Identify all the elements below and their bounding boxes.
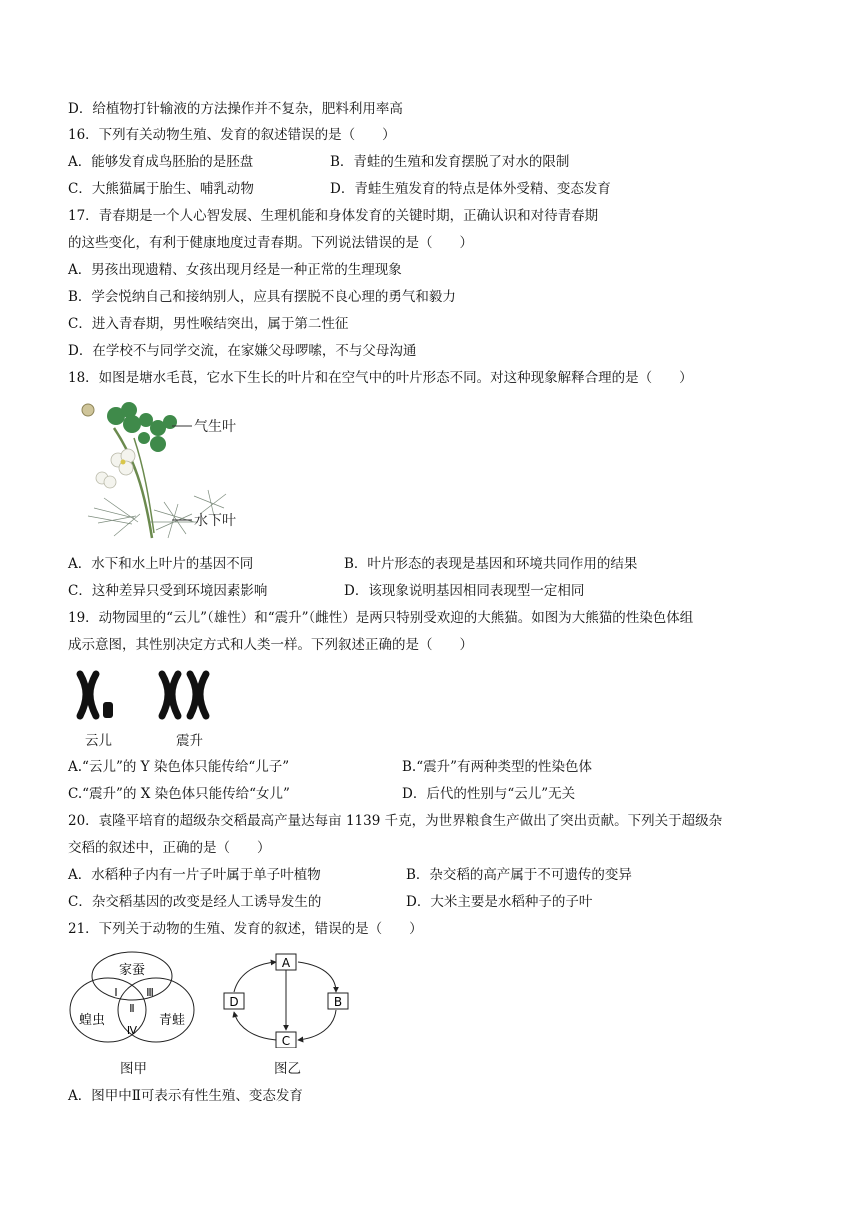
venn-region-4: Ⅳ <box>126 1024 138 1037</box>
q21-option-a: A．图甲中Ⅱ可表示有性生殖、变态发育 <box>68 1088 303 1104</box>
venn-region-1: Ⅰ <box>114 986 118 999</box>
q19-option-a: A.“云儿”的 Y 染色体只能传给“儿子” <box>68 759 290 775</box>
cycle-diagram <box>218 950 354 1048</box>
q21-stem: 21．下列关于动物的生殖、发育的叙述，错误的是（ ） <box>68 921 423 937</box>
venn-region-2: Ⅱ <box>129 1002 135 1015</box>
q20-option-d: D．大米主要是水稻种子的子叶 <box>406 894 593 910</box>
chromosome-caption-yuner: 云儿 <box>85 733 112 749</box>
q20-option-b: B．杂交稻的高产属于不可遗传的变异 <box>406 867 632 883</box>
cycle-node-a: A <box>281 956 291 970</box>
chromosome-caption-zhensheng: 震升 <box>176 733 203 749</box>
q15-option-d: D．给植物打针输液的方法操作并不复杂，肥料利用率高 <box>68 101 403 117</box>
q18-option-c: C．这种差异只受到环境因素影响 <box>68 583 268 599</box>
q19-stem-line2: 成示意图，其性别决定方式和人类一样。下列叙述正确的是（ ） <box>68 637 473 653</box>
q17-option-a: A．男孩出现遗精、女孩出现月经是一种正常的生理现象 <box>68 262 402 278</box>
q20-option-a: A．水稻种子内有一片子叶属于单子叶植物 <box>68 867 321 883</box>
q20-stem-line2: 交稻的叙述中，正确的是（ ） <box>68 840 271 856</box>
cycle-node-d: D <box>229 995 239 1009</box>
chromosome-figure <box>74 668 224 724</box>
q18-option-b: B．叶片形态的表现是基因和环境共同作用的结果 <box>344 556 638 572</box>
q18-option-a: A．水下和水上叶片的基因不同 <box>68 556 254 572</box>
q16-option-b: B．青蛙的生殖和发育摆脱了对水的限制 <box>330 154 570 170</box>
q19-option-c: C.“震升”的 X 染色体只能传给“女儿” <box>68 786 290 802</box>
q17-option-d: D．在学校不与同学交流，在家嫌父母啰嗦，不与父母沟通 <box>68 343 417 359</box>
underwater-leaf-label: 水下叶 <box>194 513 236 529</box>
q18-option-d: D．该现象说明基因相同表现型一定相同 <box>344 583 585 599</box>
q20-option-c: C．杂交稻基因的改变是经人工诱导发生的 <box>68 894 322 910</box>
q20-stem-line1: 20．袁隆平培育的超级杂交稻最高产量达每亩 1139 千克，为世界粮食生产做出了突出贡献。下列关于超级杂 <box>68 813 723 829</box>
venn-label-frog: 青蛙 <box>158 1013 186 1028</box>
air-leaf-label: 气生叶 <box>194 419 236 435</box>
q16-option-c: C．大熊猫属于胎生、哺乳动物 <box>68 181 254 197</box>
q17-stem-line1: 17．青春期是一个人心智发展、生理机能和身体发育的关键时期，正确认识和对待青春期 <box>68 208 599 224</box>
q16-option-a: A．能够发育成鸟胚胎的是胚盘 <box>68 154 254 170</box>
buttercup-figure <box>74 398 254 546</box>
figure-caption-yi: 图乙 <box>274 1061 301 1077</box>
q16-stem: 16．下列有关动物生殖、发育的叙述错误的是（ ） <box>68 127 396 143</box>
cycle-node-c: C <box>281 1034 291 1048</box>
venn-label-locust: 蝗虫 <box>78 1013 106 1028</box>
q17-option-c: C．进入青春期，男性喉结突出，属于第二性征 <box>68 316 349 332</box>
venn-diagram <box>68 948 198 1048</box>
q18-stem: 18．如图是塘水毛茛，它水下生长的叶片和在空气中的叶片形态不同。对这种现象解释合理的是（ ） <box>68 370 693 386</box>
q19-stem-line1: 19．动物园里的“云儿”（雄性）和“震升”（雌性）是两只特别受欢迎的大熊猫。如图为大熊猫的性染色体组 <box>68 610 694 626</box>
venn-label-silkworm: 家蚕 <box>118 963 146 978</box>
q19-option-d: D．后代的性别与“云儿”无关 <box>402 786 576 802</box>
q17-option-b: B．学会悦纳自己和接纳别人，应具有摆脱不良心理的勇气和毅力 <box>68 289 456 305</box>
figure-caption-jia: 图甲 <box>120 1061 147 1077</box>
venn-region-3: Ⅲ <box>146 986 154 999</box>
q17-stem-line2: 的这些变化，有利于健康地度过青春期。下列说法错误的是（ ） <box>68 235 473 251</box>
q16-option-d: D．青蛙生殖发育的特点是体外受精、变态发育 <box>330 181 611 197</box>
q19-option-b: B.“震升”有两种类型的性染色体 <box>402 759 593 775</box>
cycle-node-b: B <box>333 995 343 1009</box>
